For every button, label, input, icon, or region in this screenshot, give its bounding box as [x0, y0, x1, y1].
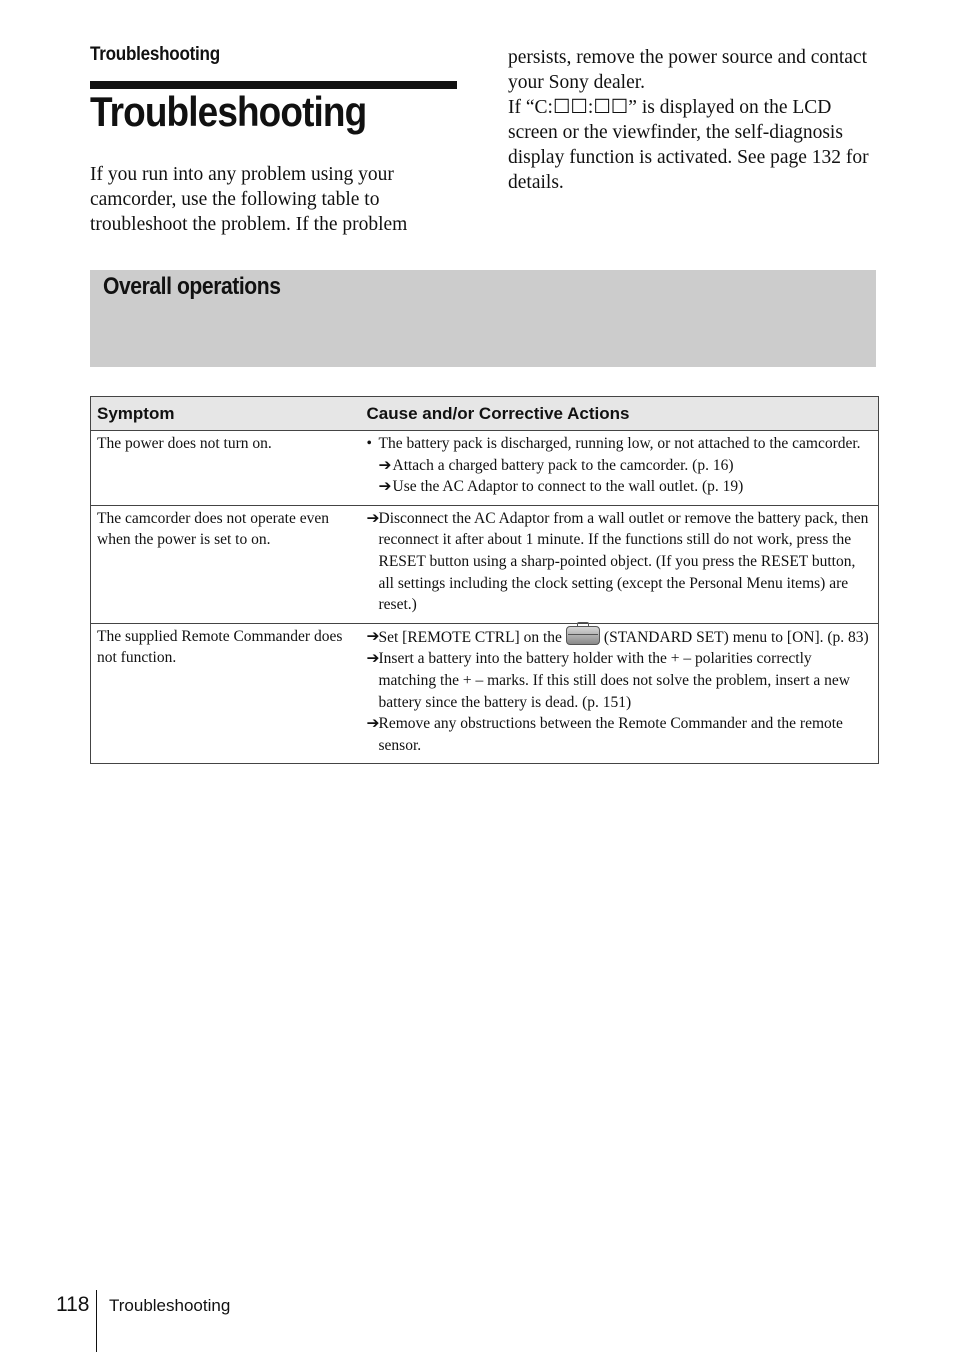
symptom-cell: The power does not turn on. [91, 431, 361, 506]
intro-paragraph-right-2: If “C:☐☐:☐☐” is displayed on the LCD screen or the viewfinder, the self-diagnosis display function is activated. See page 132 for details. [508, 97, 869, 193]
action-text-before-icon: Set [REMOTE CTRL] on the [378, 628, 562, 646]
header-actions: Cause and/or Corrective Actions [361, 397, 879, 431]
bullet-marker: • [366, 435, 372, 452]
page-title: Troubleshooting [90, 88, 367, 135]
arrow-right-icon: ➔ [366, 715, 380, 733]
toolbox-icon [566, 626, 600, 645]
actions-cell [361, 431, 879, 506]
section-title: Overall operations [103, 273, 281, 300]
action-line [367, 626, 871, 649]
header-symptom: Symptom [91, 397, 361, 431]
action-line [367, 455, 871, 477]
troubleshooting-table [90, 396, 879, 764]
actions-cell [361, 505, 879, 623]
action-line [367, 476, 871, 498]
action-text: The battery pack is discharged, running low, or not attached to the camcorder. [378, 435, 861, 452]
footer-divider [96, 1290, 97, 1352]
action-text: Disconnect the AC Adaptor from a wall outlet or remove the battery pack, then reconnect it after about 1 minute. If the functions still do not work, press the RESET button using a sharp-pointed object. (If you press the RESET button, all settings including the clock setting (except the Personal Menu items) are reset.) [378, 509, 869, 614]
symptom-cell: The camcorder does not operate even when the power is set to on. [91, 505, 361, 623]
table-row [91, 623, 879, 764]
actions-cell [361, 623, 879, 764]
action-line [367, 508, 871, 616]
table-row [91, 431, 879, 506]
page-number: 118 [56, 1293, 90, 1316]
action-line [367, 433, 871, 455]
arrow-right-icon: ➔ [378, 478, 392, 496]
intro-paragraph-left: If you run into any problem using your camcorder, use the following table to troubleshoot the problem. If the problem [90, 164, 408, 235]
table-row [91, 505, 879, 623]
action-text: Remove any obstructions between the Remote Commander and the remote sensor. [378, 715, 843, 754]
action-line [367, 648, 871, 713]
intro-column-right [508, 45, 883, 195]
action-text: Use the AC Adaptor to connect to the wall outlet. (p. 19) [392, 478, 744, 496]
arrow-right-icon: ➔ [378, 456, 392, 474]
table-header-row [91, 397, 879, 431]
action-text: Attach a charged battery pack to the camcorder. (p. 16) [392, 456, 734, 474]
arrow-right-icon: ➔ [366, 627, 380, 645]
action-text: Insert a battery into the battery holder with the + – polarities correctly matching the + – marks. If this still does not solve the problem, insert a new battery since the battery is dead. (p. 151) [378, 650, 851, 711]
intro-paragraph-right-1: persists, remove the power source and contact your Sony dealer. [508, 47, 867, 93]
action-text-after-icon: (STANDARD SET) menu to [ON]. (p. 83) [603, 628, 869, 646]
arrow-right-icon: ➔ [366, 650, 380, 668]
running-header: Troubleshooting [90, 44, 220, 65]
symptom-cell: The supplied Remote Commander does not function. [91, 623, 361, 764]
action-line [367, 713, 871, 756]
footer-label: Troubleshooting [109, 1296, 231, 1315]
arrow-right-icon: ➔ [366, 509, 380, 527]
